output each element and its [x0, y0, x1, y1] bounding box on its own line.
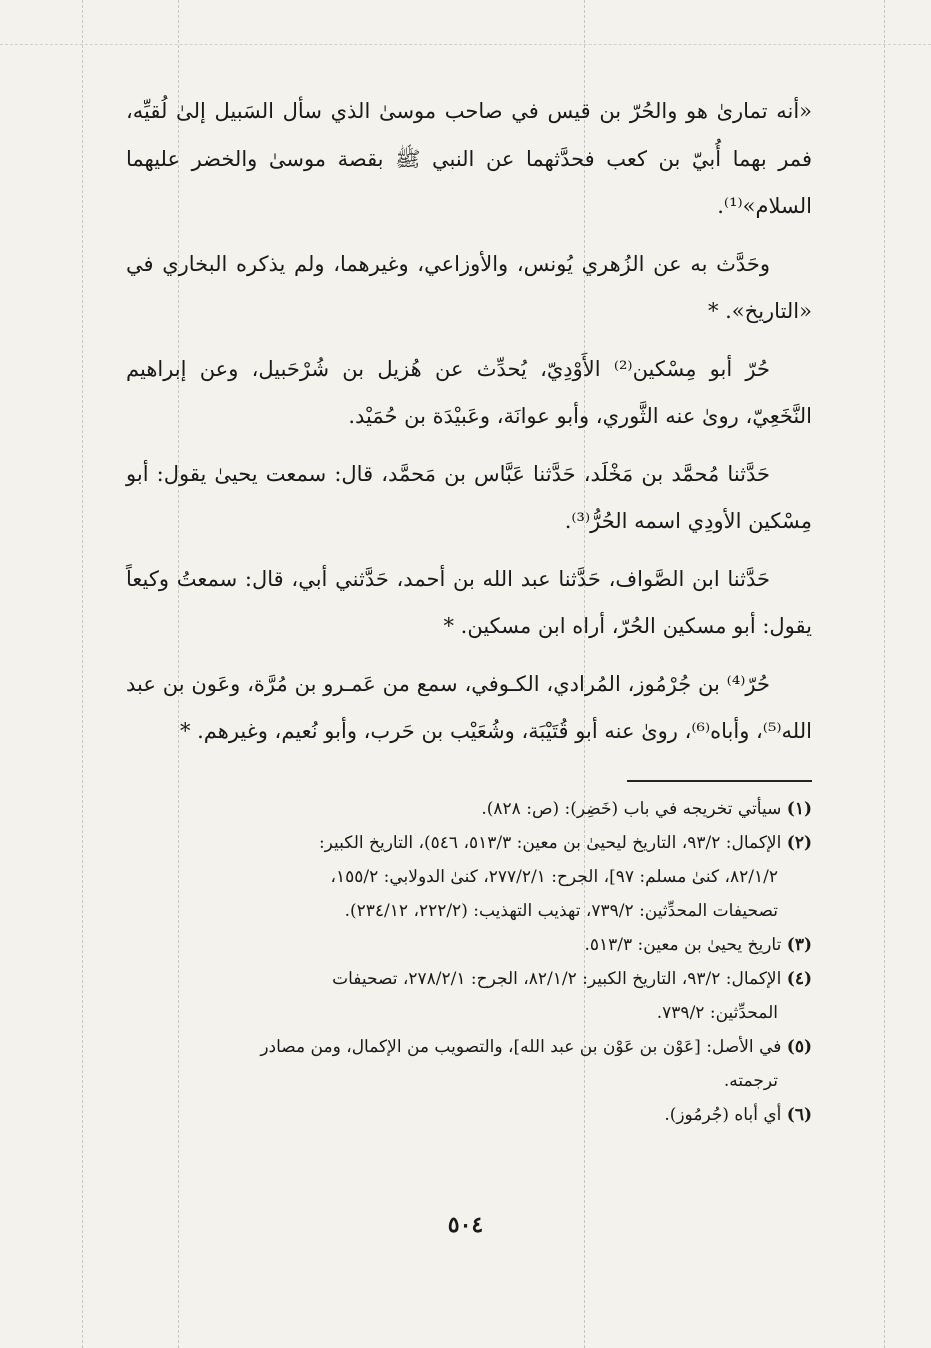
- footnote-number: (١): [786, 798, 812, 819]
- footnote-separator: [627, 780, 812, 782]
- footnote-number: (٤): [786, 968, 812, 989]
- page-number: ٥٠٤: [447, 1212, 484, 1238]
- footnote-2-line-2: ٨٢/١/٢، كنىٰ مسلم: ٩٧]، الجرح: ٢٧٧/٢/١، كنىٰ الدولابي: ١٥٥/٢،: [330, 866, 778, 887]
- footnote-text: الإكمال: ٩٣/٢، التاريخ ليحيىٰ بن معين: ٥١٣/٣، ٥٤٦)، التاريخ الكبير:: [318, 832, 782, 853]
- footnote-4-line-2: المحدِّثين: ٧٣٩/٢.: [656, 1002, 778, 1023]
- footnote-text: الإكمال: ٩٣/٢، التاريخ الكبير: ٨٢/١/٢، الجرح: ٢٧٨/٢/١، تصحيفات: [332, 968, 782, 989]
- footnote-text: تاريخ يحيىٰ بن معين: ٥١٣/٣.: [584, 934, 782, 955]
- page-body: [126, 88, 812, 1132]
- footnote-6: [126, 1098, 812, 1132]
- footnote-2-line-3: تصحيفات المحدِّثين: ٧٣٩/٢، تهذيب التهذيب: (٢٢٢/٢، ٢٣٤/١٢).: [344, 900, 778, 921]
- paragraph-entry-hurr-ibn-jurmuz: حُرّ⁽⁴⁾ بن جُرْمُوز، المُرادي، الكـوفي، سمع من عَمـرو بن مُرَّة، وعَون بن عبد الله⁽⁵⁾، وأباه⁽⁶⁾، روىٰ عنه أبو قُتَيْبَة، وشُعَيْب بن حَرب، وأبو نُعيم، وغيرهم. *: [126, 671, 812, 743]
- footnote-text: أي أباه (جُرمُوز).: [664, 1104, 782, 1125]
- footnote-3: [126, 928, 812, 962]
- footnotes: [126, 792, 812, 1132]
- guide-line: [82, 0, 83, 1348]
- footnote-number: (٣): [786, 934, 812, 955]
- paragraph-isnad-1: حَدَّثنا مُحمَّد بن مَخْلَد، حَدَّثنا عَبَّاس بن مَحمَّد، قال: سمعت يحيىٰ يقول: أبو مِسْكين الأودِي اسمه الحُرُّ⁽³⁾.: [126, 461, 812, 533]
- paragraph-hadith-quote: «أنه تمارىٰ هو والحُرّ بن قيس في صاحب موسىٰ الذي سأل السَبيل إلىٰ لُقيِّه، فمر بهما أُبيّ بن كعب فحدَّثهما عن النبي ﷺ بقصة موسىٰ والخضر عليهما السلام»⁽¹⁾.: [126, 99, 812, 218]
- footnote-5: [126, 1030, 812, 1064]
- footnote-number: (٦): [786, 1104, 812, 1125]
- footnote-4: [126, 962, 812, 996]
- paragraph-isnad-2: حَدَّثنا ابن الصَّواف، حَدَّثنا عبد الله بن أحمد، حَدَّثني أبي، قال: سمعتُ وكيعاً يقول: أبو مسكين الحُرّ، أراه ابن مسكين. *: [126, 566, 812, 638]
- footnote-text: في الأصل: [عَوْن بن عَوْن بن عبد الله]، والتصويب من الإكمال، ومن مصادر: [260, 1036, 782, 1057]
- footnote-1: [126, 792, 812, 826]
- footnote-number: (٢): [786, 832, 812, 853]
- guide-line: [884, 0, 885, 1348]
- footnote-number: (٥): [786, 1036, 812, 1057]
- footnote-5-line-2: ترجمته.: [723, 1070, 778, 1091]
- footnote-2: [126, 826, 812, 860]
- guide-line: [0, 44, 931, 45]
- paragraph-entry-hurr-abu-miskin: حُرّ أبو مِسْكين⁽²⁾ الأَوْدِيّ، يُحدِّث عن هُزيل بن شُرْحَبيل، وعن إبراهيم النَّخَعِيّ، روىٰ عنه الثَّوري، وأبو عوانَة، وعَبيْدَة بن حُمَيْد.: [126, 356, 812, 428]
- footnote-text: سيأتي تخريجه في باب (خَضِر): (ص: ٨٢٨).: [481, 798, 782, 819]
- paragraph-narration: وحَدَّث به عن الزُهري يُونس، والأوزاعي، وغيرهما، ولم يذكره البخاري في «التاريخ». *: [126, 251, 812, 323]
